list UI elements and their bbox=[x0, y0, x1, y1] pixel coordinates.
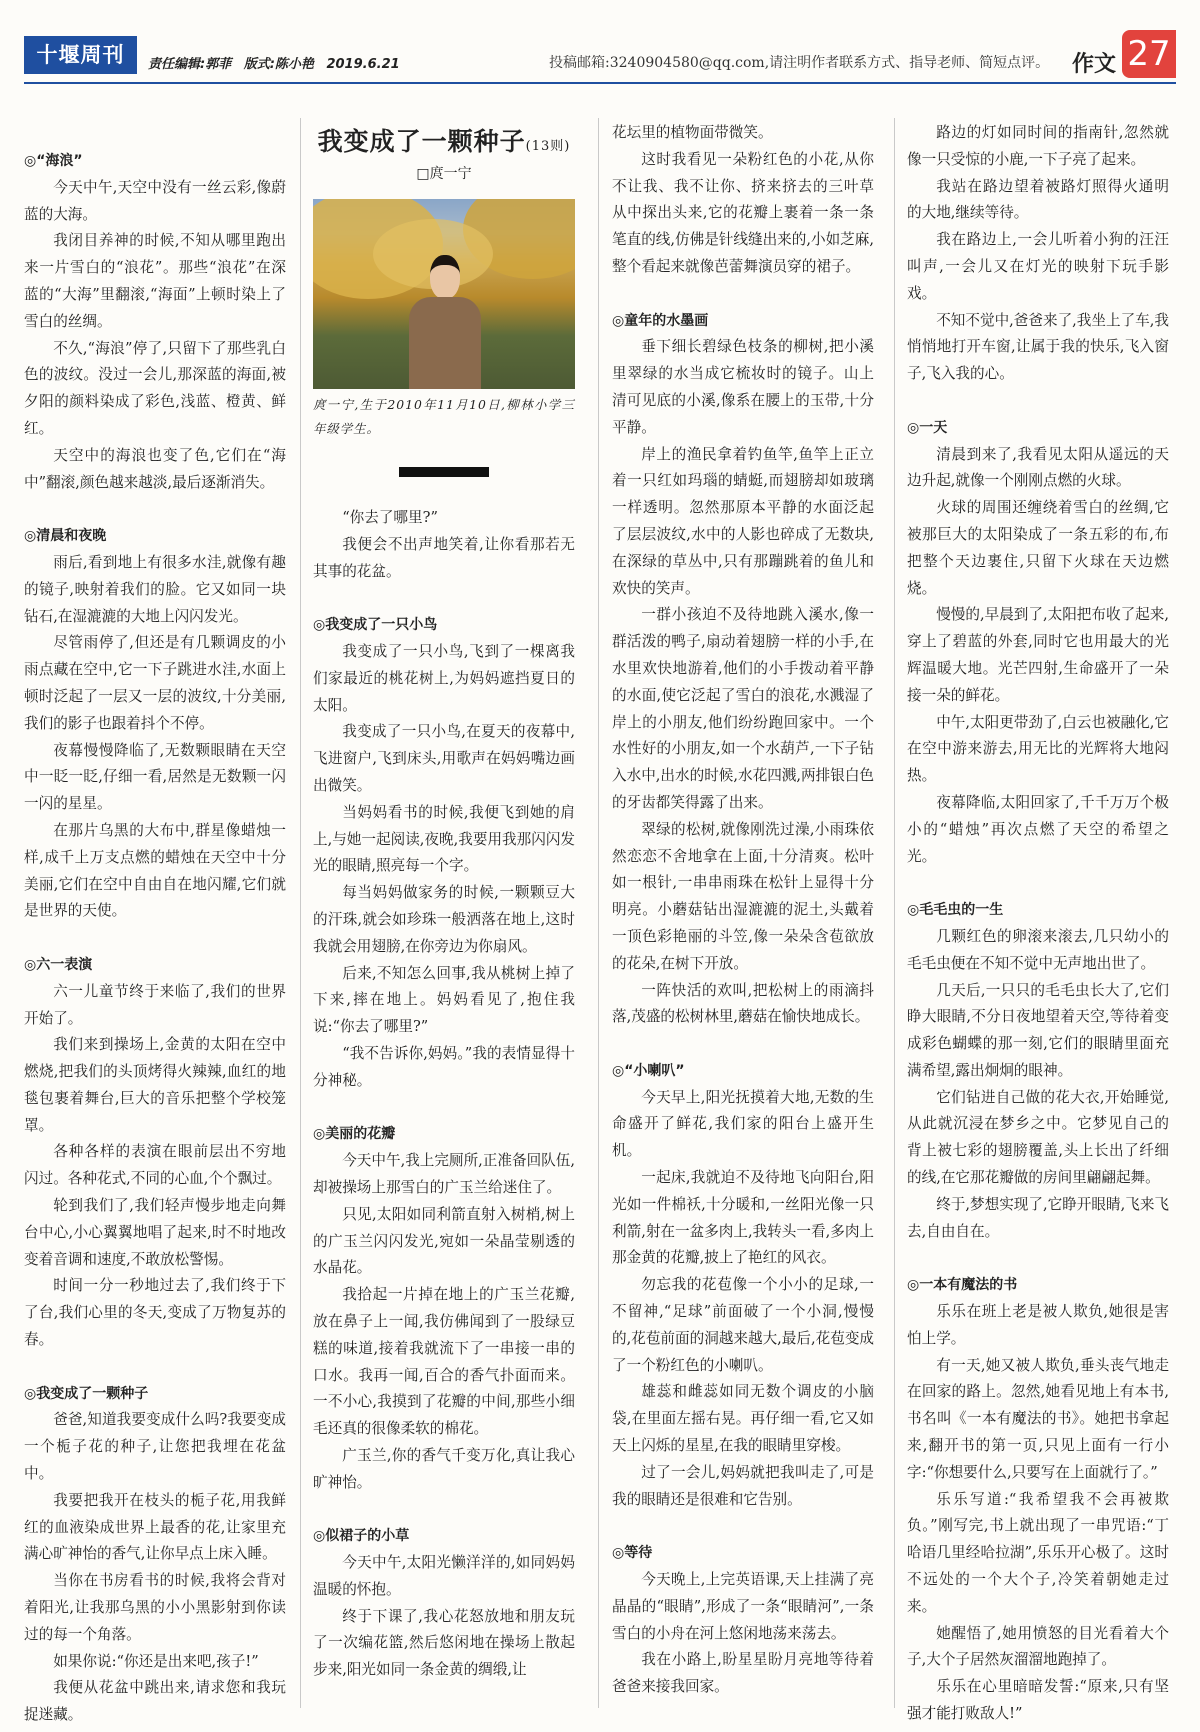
header-rule bbox=[24, 82, 1176, 84]
paragraph: “你去了哪里?” bbox=[342, 509, 438, 526]
paragraph: 我便会不出声地笑着,让你看那若无其事的花盆。 bbox=[313, 535, 575, 580]
paragraph: 只见,太阳如同利箭直射入树梢,树上的广玉兰闪闪发光,宛如一朵晶莹剔透的水晶花。 bbox=[313, 1205, 575, 1277]
paragraph: 当妈妈看书的时候,我便飞到她的肩上,与她一起阅读,夜晚,我要用我那闪闪发光的眼睛,照亮每一个字。 bbox=[313, 803, 576, 875]
paragraph: 天空中的海浪也变了色,它们在“海中”翻滚,颜色越来越淡,最后逐渐消失。 bbox=[24, 446, 286, 491]
paragraph: 勿忘我的花苞像一个小小的足球,一不留神,“足球”前面破了一个小洞,慢慢的,花苞前面的洞越来越大,最后,花苞变成了一个粉红色的小喇叭。 bbox=[612, 1276, 875, 1374]
paragraph: 每当妈妈做家务的时候,一颗颗豆大的汗珠,就会如珍珠一般洒落在地上,这时我就会用翅膀,在你旁边为你扇风。 bbox=[313, 884, 575, 955]
paragraph: 我们来到操场上,金黄的太阳在空中燃烧,把我们的头顶烤得火辣辣,血红的地毯包裹着舞台,巨大的音乐把整个学校笼罩。 bbox=[24, 1036, 286, 1134]
section-title: ◎一本有魔法的书 bbox=[907, 1277, 1018, 1294]
paragraph: 我闭目养神的时候,不知从哪里跑出来一片雪白的“浪花”。那些“浪花”在深蓝的“大海”里翻滚,“海面”上顿时染上了雪白的丝绸。 bbox=[24, 232, 286, 330]
paragraph: 今天晚上,上完英语课,天上挂满了亮晶晶的“眼睛”,形成了一条“眼睛河”,一条雪白的小舟在河上悠闲地荡来荡去。 bbox=[612, 1571, 874, 1642]
paragraph: 我在路边上,一会儿听着小狗的汪汪叫声,一会儿又在灯光的映射下玩手影戏。 bbox=[907, 231, 1169, 302]
issue-date: 2019.6.21 bbox=[326, 57, 400, 72]
paragraph: 雨后,看到地上有很多水洼,就像有趣的镜子,映射着我们的脸。它又如同一块钻石,在湿漉漉的大地上闪闪发光。 bbox=[24, 553, 286, 625]
paragraph: 我变成了一只小鸟,飞到了一棵离我们家最近的桃花树上,为妈妈遮挡夏日的太阳。 bbox=[313, 642, 575, 714]
paragraph: 乐乐写道:“我希望我不会再被欺负。”刚写完,书上就出现了一串咒语:“丁哈语几里经哈拉湖”,乐乐开心极了。这时不远处的一个大个子,冷笑着朝她走过来。 bbox=[907, 1490, 1169, 1615]
paragraph: 夜幕慢慢降临了,无数颗眼睛在天空中一眨一眨,仔细一看,居然是无数颗一闪一闪的星星。 bbox=[24, 741, 286, 813]
article-count: (13则) bbox=[525, 139, 571, 154]
paragraph: 中午,太阳更带劲了,白云也被融化,它在空中游来游去,用无比的光辉将大地闷热。 bbox=[907, 713, 1170, 785]
paragraph: 终于,梦想实现了,它睁开眼睛,飞来飞去,自由自在。 bbox=[907, 1195, 1170, 1240]
section-title: ◎毛毛虫的一生 bbox=[907, 902, 1004, 919]
paragraph: 尽管雨停了,但还是有几颗调皮的小雨点藏在空中,它一下子跳进水洼,水面上顿时泛起了一层又一层的波纹,十分美丽,我们的影子也跟着抖个不停。 bbox=[24, 634, 286, 732]
article-title bbox=[313, 126, 575, 163]
paragraph: 今天早上,阳光抚摸着大地,无数的生命盛开了鲜花,我们家的阳台上盛开生机。 bbox=[612, 1088, 874, 1160]
photo-caption: 庹一宁,生于2010年11月10日,柳林小学三年级学生。 bbox=[313, 397, 575, 436]
paragraph: 在那片乌黑的大布中,群星像蜡烛一样,成千上万支点燃的蜡烛在天空中十分美丽,它们在空中自由自在地闪耀,它们就是世界的天使。 bbox=[24, 821, 286, 920]
paragraph: 清晨到来了,我看见太阳从遥远的天边升起,就像一个刚刚点燃的火球。 bbox=[907, 445, 1169, 490]
masthead-logo: 十堰周刊 bbox=[24, 36, 137, 74]
paragraph: 今天中午,太阳光懒洋洋的,如同妈妈温暖的怀抱。 bbox=[313, 1554, 575, 1598]
section-title: ◎美丽的花瓣 bbox=[313, 1126, 396, 1143]
paragraph: 火球的周围还缠绕着雪白的丝绸,它被那巨大的太阳染成了一条五彩的布,布把整个天边裹住,只留下火球在天边燃烧。 bbox=[907, 499, 1169, 597]
byline: □庹一宁 bbox=[416, 166, 472, 182]
paragraph: 我在小路上,盼星星盼月亮地等待着爸爸来接我回家。 bbox=[612, 1651, 874, 1696]
paragraph: 不久,“海浪”停了,只留下了那些乳白色的波纹。没过一会儿,那深蓝的海面,被夕阳的颜料染成了彩色,浅蓝、橙黄、鲜红。 bbox=[24, 339, 286, 437]
paragraph: 它们钻进自己做的花大衣,开始睡觉,从此就沉浸在梦乡之中。它梦见自己的背上被七彩的翅膀覆盖,头上长出了纤细的线,在它那花瓣做的房间里翩翩起舞。 bbox=[907, 1088, 1169, 1187]
paragraph: 后来,不知怎么回事,我从桃树上掉了下来,摔在地上。妈妈看见了,抱住我说:“你去了哪里?” bbox=[313, 964, 575, 1036]
portrait-body bbox=[409, 297, 481, 389]
paragraph: 岸上的渔民拿着钓鱼竿,鱼竿上正立着一只红如玛瑙的蜻蜓,而翅膀却如玻璃一样透明。忽然那原本平静的水面泛起了层层波纹,水中的人影也碎成了无数块,在深绿的草丛中,只有那蹦跳着的鱼儿和欢快的笑声。 bbox=[612, 445, 874, 597]
paragraph: 乐乐在心里暗暗发誓:“原来,只有坚强才能打败敌人!” bbox=[907, 1678, 1169, 1723]
section-name: 作文 bbox=[1072, 52, 1117, 77]
section-title: ◎一天 bbox=[907, 419, 948, 436]
column-4 bbox=[907, 120, 1169, 1728]
column-divider bbox=[894, 118, 895, 1708]
section-title: ◎“海浪” bbox=[24, 153, 83, 169]
portrait-head bbox=[430, 255, 460, 299]
paragraph: 我要把我开在枝头的栀子花,用我鲜红的血液染成世界上最香的花,让家里充满心旷神怡的香气,让你早点上床入睡。 bbox=[24, 1491, 286, 1563]
article-title-text: 我变成了一颗种子 bbox=[317, 127, 526, 156]
paragraph: 我拾起一片掉在地上的广玉兰花瓣,放在鼻子上一闻,我仿佛闻到了一股绿豆糕的味道,接着我就流下了一串接一串的口水。我再一闻,百合的香气扑面而来。一不小心,我摸到了花瓣的中间,那些小细毛还真的很像柔软的棉花。 bbox=[313, 1286, 575, 1438]
paragraph: 六一儿童节终于来临了,我们的世界开始了。 bbox=[24, 982, 286, 1027]
paragraph: 不知不觉中,爸爸来了,我坐上了车,我悄悄地打开车窗,让属于我的快乐,飞入窗子,飞入我的心。 bbox=[907, 311, 1170, 383]
paragraph: 一群小孩迫不及待地跳入溪水,像一群活泼的鸭子,扇动着翅膀一样的小手,在水里欢快地游着,他们的小手拨动着平静的水面,使它泛起了雪白的浪花,水溅湿了岸上的小朋友,他们纷纷跑回家中。一个水性好的小朋友,如一个水葫芦,一下子钻入水中,出水的时候,水花四溅,两排银白色的牙齿都笑得露了出来。 bbox=[612, 606, 875, 811]
paragraph: 我便从花盆中跳出来,请求您和我玩捉迷藏。 bbox=[24, 1679, 286, 1724]
section-title: ◎清晨和夜晚 bbox=[24, 528, 107, 545]
paragraph: 我变成了一只小鸟,在夏天的夜幕中,飞进窗户,飞到床头,用歌声在妈妈嘴边画出微笑。 bbox=[313, 723, 575, 794]
paragraph: 今天中午,天空中没有一丝云彩,像蔚蓝的大海。 bbox=[24, 178, 286, 223]
column-2 bbox=[313, 120, 575, 1684]
paragraph: 当你在书房看书的时候,我将会背对着阳光,让我那乌黑的小小黑影射到你读过的每一个角落。 bbox=[24, 1572, 286, 1643]
paragraph: 夜幕降临,太阳回家了,千千万万个极小的“蜡烛”再次点燃了天空的希望之光。 bbox=[907, 793, 1169, 865]
column-3 bbox=[612, 120, 874, 1701]
paragraph: 时间一分一秒地过去了,我们终于下了台,我们心里的冬天,变成了万物复苏的春。 bbox=[24, 1277, 286, 1349]
paragraph: 今天中午,我上完厕所,正准备回队伍,却被操场上那雪白的广玉兰给迷住了。 bbox=[313, 1152, 576, 1196]
paragraph: 过了一会儿,妈妈就把我叫走了,可是我的眼睛还是很难和它告别。 bbox=[612, 1463, 874, 1508]
paragraph: 广玉兰,你的香气千变万化,真让我心旷神怡。 bbox=[313, 1446, 575, 1491]
paragraph: 路边的灯如同时间的指南针,忽然就像一只受惊的小鹿,一下子亮了起来。 bbox=[907, 124, 1169, 168]
column-divider bbox=[598, 118, 599, 1708]
paragraph: 她醒悟了,她用愤怒的目光看着大个子,大个子居然灰溜溜地跑掉了。 bbox=[907, 1624, 1169, 1669]
column-divider bbox=[300, 118, 301, 1708]
paragraph: 一阵快活的欢叫,把松树上的雨滴抖落,茂盛的松树林里,蘑菇在愉快地成长。 bbox=[612, 981, 874, 1026]
layout-name: 版式:陈小艳 bbox=[243, 57, 314, 72]
page-header bbox=[24, 30, 1176, 80]
paragraph: 翠绿的松树,就像刚洗过澡,小雨珠依然恋恋不舍地拿在上面,十分清爽。松叶如一根针,一串串雨珠在松针上显得十分明亮。小蘑菇钻出湿漉漉的泥土,头戴着一顶色彩艳丽的斗笠,像一朵朵含苞欲放的花朵,在树下开放。 bbox=[612, 820, 874, 972]
paragraph: 几颗红色的卵滚来滚去,几只幼小的毛毛虫便在不知不觉中无声地出世了。 bbox=[907, 927, 1169, 972]
section-title: ◎我变成了一颗种子 bbox=[24, 1385, 149, 1402]
paragraph: 花坛里的植物面带微笑。 bbox=[612, 124, 773, 141]
divider-bar bbox=[399, 467, 489, 477]
paragraph: 各种各样的表演在眼前层出不穷地闪过。各种花式,不同的心血,个个飘过。 bbox=[24, 1143, 286, 1188]
paragraph: 雄蕊和雌蕊如同无数个调皮的小脑袋,在里面左摇右晃。再仔细一看,它又如天上闪烁的星星,在我的眼睛里穿梭。 bbox=[612, 1383, 874, 1455]
submission-info: 投稿邮箱:3240904580@qq.com,请注明作者联系方式、指导老师、简短点评。 bbox=[549, 55, 1050, 71]
paragraph: 垂下细长碧绿色枝条的柳树,把小溪里翠绿的水当成它梳妆时的镜子。山上清可见底的小溪,像系在腰上的玉带,十分平静。 bbox=[612, 338, 874, 436]
section-title: ◎似裙子的小草 bbox=[313, 1528, 410, 1545]
paragraph: 这时我看见一朵粉红色的小花,从你不让我、我不让你、挤来挤去的三叶草从中探出头来,它的花瓣上裹着一条一条笔直的线,仿佛是针线缝出来的,小如芝麻,整个看起来就像芭蕾舞演员穿的裙子。 bbox=[612, 150, 875, 275]
paragraph: 如果你说:“你还是出来吧,孩子!” bbox=[53, 1652, 259, 1670]
section-title: ◎六一表演 bbox=[24, 956, 93, 973]
section-title: ◎“小喇叭” bbox=[612, 1062, 685, 1079]
page-number: 27 bbox=[1122, 30, 1176, 78]
paragraph: 一起床,我就迫不及待地飞向阳台,阳光如一件棉袄,十分暖和,一丝阳光像一只利箭,射在一盆多肉上,我转头一看,多肉上那金黄的花瓣,披上了艳红的风衣。 bbox=[612, 1169, 875, 1267]
paragraph: 几天后,一只只的毛毛虫长大了,它们睁大眼睛,不分日夜地望着天空,等待着变成彩色蝴蝶的那一刻,它们的眼睛里面充满希望,露出炯炯的眼神。 bbox=[907, 981, 1169, 1079]
author-photo bbox=[313, 199, 575, 389]
paragraph: 乐乐在班上老是被人欺负,她很是害怕上学。 bbox=[907, 1303, 1169, 1347]
editor-credits bbox=[148, 53, 408, 72]
paragraph: 终于下课了,我心花怒放地和朋友玩了一次编花篮,然后悠闲地在操场上散起步来,阳光如同一条金黄的绸缎,让 bbox=[313, 1607, 575, 1679]
paragraph: 爸爸,知道我要变成什么吗?我要变成一个栀子花的种子,让您把我埋在花盆中。 bbox=[24, 1411, 286, 1483]
editor-name: 责任编辑:郭菲 bbox=[148, 57, 232, 72]
paragraph: 有一天,她又被人欺负,垂头丧气地走在回家的路上。忽然,她看见地上有本书,书名叫《一本有魔法的书》。她把书拿起来,翻开书的第一页,只见上面有一行小字:“你想要什么,只要写在上面就行了。” bbox=[907, 1356, 1169, 1481]
column-1 bbox=[24, 148, 286, 1729]
section-title: ◎等待 bbox=[612, 1545, 653, 1562]
section-title: ◎童年的水墨画 bbox=[612, 312, 709, 329]
paragraph: 轮到我们了,我们轻声慢步地走向舞台中心,小心翼翼地唱了起来,时不时地改变着音调和速度,不敢放松警惕。 bbox=[24, 1197, 286, 1268]
section-title: ◎我变成了一只小鸟 bbox=[313, 617, 438, 634]
paragraph: 慢慢的,早晨到了,太阳把布收了起来,穿上了碧蓝的外套,同时它也用最大的光辉温暖大地。光芒四射,生命盛开了一朵接一朵的鲜花。 bbox=[907, 606, 1170, 704]
paragraph: 我站在路边望着被路灯照得火通明的大地,继续等待。 bbox=[907, 177, 1169, 222]
paragraph: “我不告诉你,妈妈。”我的表情显得十分神秘。 bbox=[313, 1044, 575, 1089]
